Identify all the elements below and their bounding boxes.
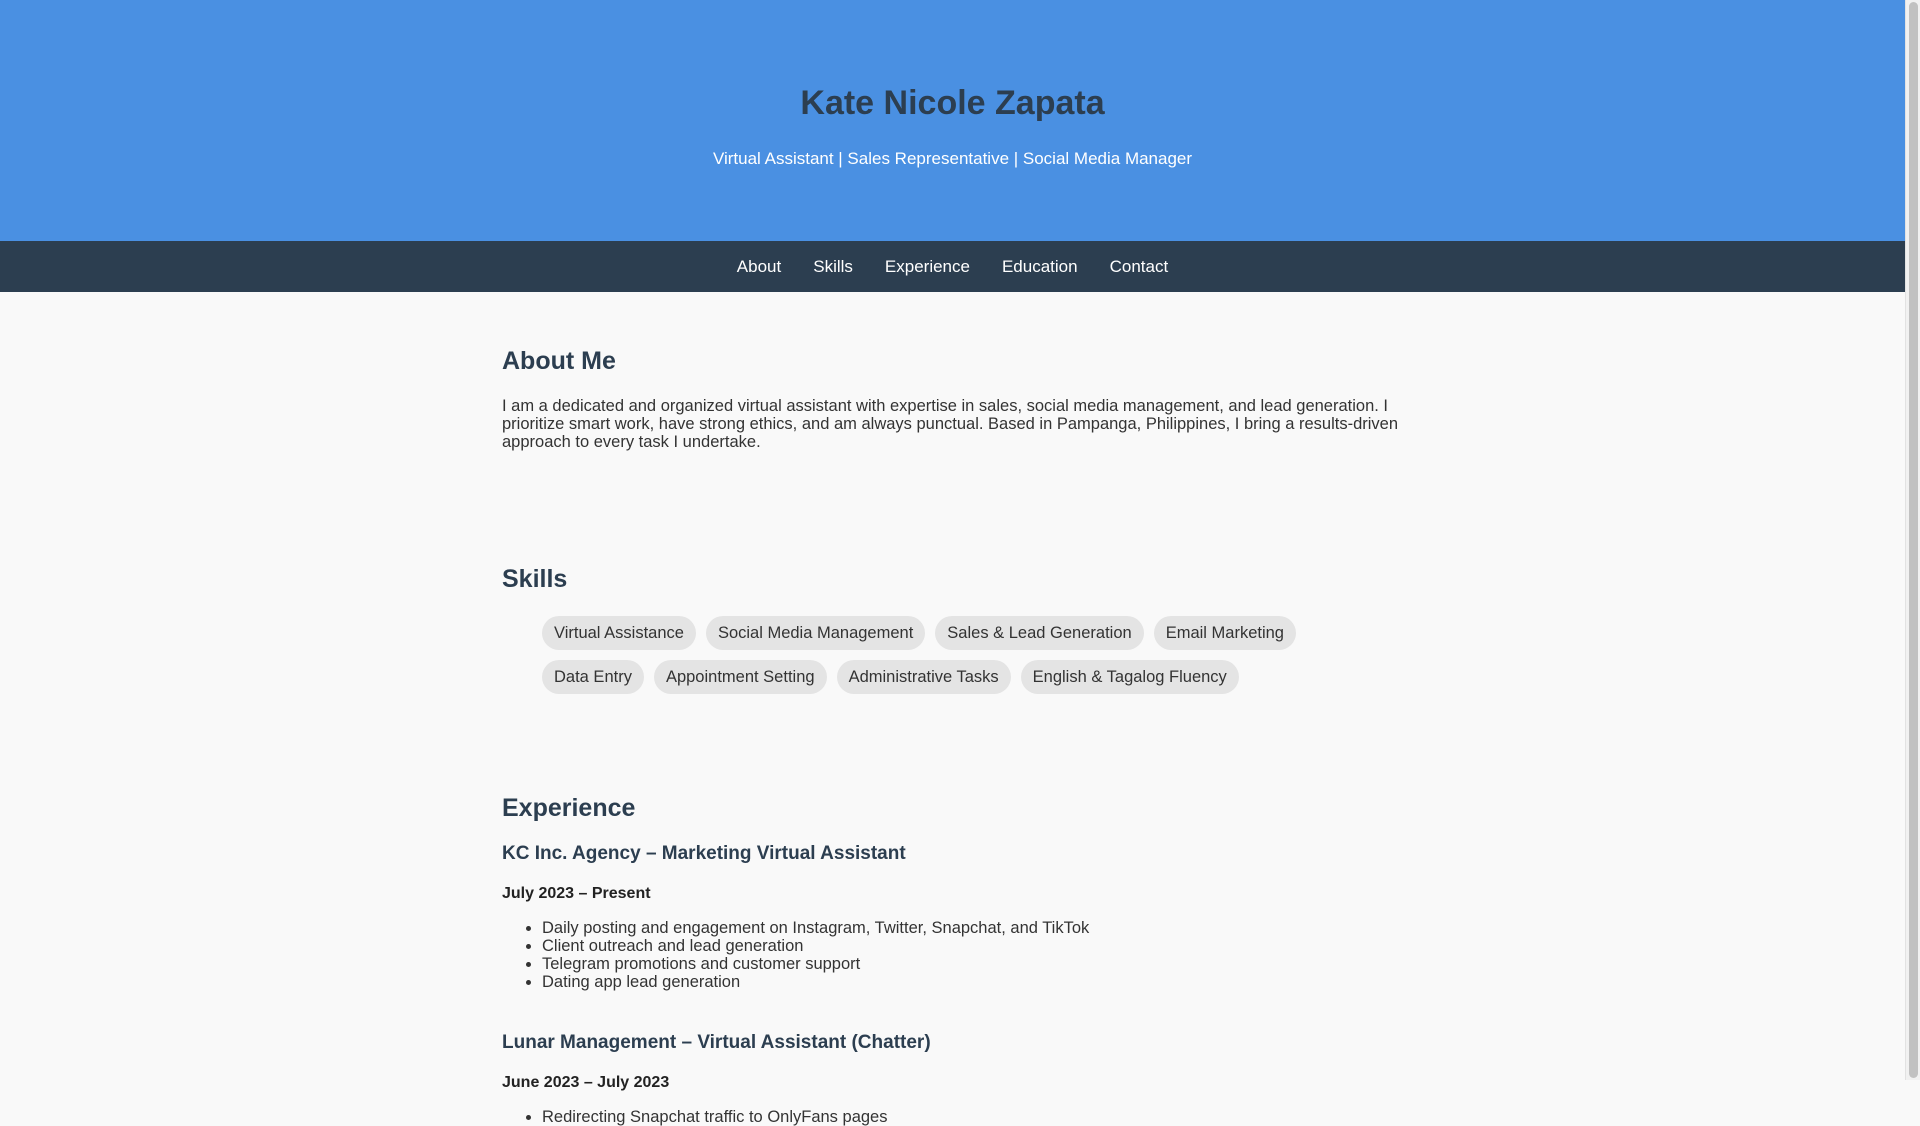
job-duty: • Daily posting and engagement on Instagram, Twitter, Snapchat, and TikTok (542, 919, 1402, 937)
job-duties (502, 1108, 1402, 1126)
job-dates: July 2023 – Present (502, 885, 651, 902)
tagline: Virtual Assistant | Sales Representative | Social Media Manager (712, 149, 1193, 168)
skill-tag: Data Entry (542, 660, 644, 694)
about-text: I am a dedicated and organized virtual assistant with expertise in sales, social media management, and lead generation. I prioritize smart work, have strong ethics, and am always punctual. Based in Pampanga, Philippines, I bring a results-driven approach to every task I undertake. (502, 397, 1399, 451)
job-dates: June 2023 – July 2023 (502, 1074, 670, 1091)
job-title: Lunar Management – Virtual Assistant (Chatter) (502, 1032, 931, 1053)
top-nav (0, 241, 1905, 292)
job-duty: • Dating app lead generation (542, 973, 1402, 991)
skill-list (502, 616, 1402, 694)
skill-tag: Virtual Assistance (542, 616, 696, 650)
job-duty: • Client outreach and lead generation (542, 937, 1402, 955)
about-heading: About Me (502, 347, 616, 375)
skills-section (502, 451, 1402, 694)
skills-heading: Skills (502, 565, 568, 593)
skill-tag: Sales & Lead Generation (935, 616, 1143, 650)
skill-tag: Email Marketing (1154, 616, 1296, 650)
job-title: KC Inc. Agency – Marketing Virtual Assistant (502, 843, 906, 864)
nav-link-about[interactable]: About (736, 257, 782, 276)
hero-header (0, 0, 1905, 241)
vertical-scrollbar[interactable] (1905, 0, 1920, 1080)
skill-tag: Administrative Tasks (837, 660, 1011, 694)
page-title: Kate Nicole Zapata (800, 84, 1105, 122)
experience-section (502, 694, 1402, 1126)
nav-link-contact[interactable]: Contact (1109, 257, 1169, 276)
skill-tag: Appointment Setting (654, 660, 827, 694)
experience-heading: Experience (502, 794, 636, 822)
job-entry (502, 1032, 1402, 1126)
scrollbar-thumb[interactable] (1909, 2, 1918, 1078)
about-section (502, 292, 1402, 451)
nav-link-education[interactable]: Education (1001, 257, 1078, 276)
nav-link-experience[interactable]: Experience (884, 257, 970, 276)
job-entry (502, 843, 1402, 991)
skill-tag: English & Tagalog Fluency (1021, 660, 1239, 694)
main-content (502, 292, 1402, 1126)
skill-tag: Social Media Management (706, 616, 925, 650)
nav-link-skills[interactable]: Skills (813, 257, 853, 276)
job-duties (502, 919, 1402, 991)
job-duty: • Telegram promotions and customer support (542, 955, 1402, 973)
job-duty: • Redirecting Snapchat traffic to OnlyFans pages (542, 1108, 1402, 1126)
